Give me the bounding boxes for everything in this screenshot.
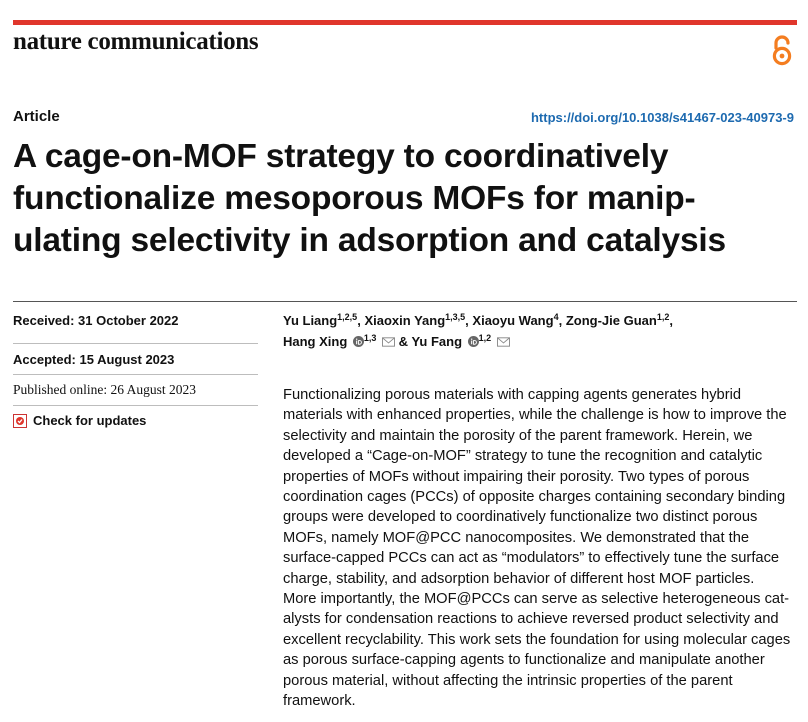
publication-dates bbox=[13, 313, 258, 437]
author-list bbox=[283, 310, 803, 352]
abstract-line: charge, stability, and adsorption behavior of different host MOF particles. bbox=[283, 570, 755, 587]
abstract-line: materials with enhanced properties, while the challenge is how to improve the bbox=[283, 407, 787, 424]
published-value: 26 August 2023 bbox=[110, 382, 197, 397]
separator: , bbox=[669, 313, 673, 328]
journal-name: nature communications bbox=[13, 28, 259, 55]
abstract-line: coordination cages (PCCs) of opposite charges containing secondary binding bbox=[283, 489, 786, 506]
orcid-icon[interactable] bbox=[468, 336, 479, 347]
author-name[interactable]: Yu Liang bbox=[283, 313, 338, 328]
abstract-line: selectivity and maintain the porosity of the parent framework. Herein, we bbox=[283, 427, 753, 444]
accepted-date bbox=[13, 344, 258, 375]
title-line: A cage-on-MOF strategy to coordinatively bbox=[13, 138, 669, 175]
author-affiliation: 1,3 bbox=[363, 333, 377, 343]
author-affiliation: 1,2 bbox=[656, 312, 670, 322]
abstract bbox=[283, 385, 803, 712]
article-title bbox=[13, 136, 803, 262]
separator: , bbox=[465, 313, 469, 328]
email-icon[interactable] bbox=[382, 337, 395, 347]
check-updates-label: Check for updates bbox=[33, 413, 147, 428]
abstract-line: surface-capped PCCs can act as “modulators” to effectively tune the surface bbox=[283, 550, 780, 567]
received-date bbox=[13, 313, 258, 344]
abstract-line: properties of MOFs without impairing their porosity. Two types of porous bbox=[283, 468, 750, 485]
check-updates-icon bbox=[13, 414, 27, 428]
separator: , bbox=[357, 313, 361, 328]
title-line: ulating selectivity in adsorption and catalysis bbox=[13, 222, 726, 259]
abstract-line: alysts for condensation reactions to achieve reversed product selectivity and bbox=[283, 611, 779, 628]
separator: , bbox=[558, 313, 563, 328]
email-icon[interactable] bbox=[497, 337, 510, 347]
abstract-line: porous material, without affecting the intrinsic properties of the parent bbox=[283, 672, 733, 689]
published-label: Published online: bbox=[13, 382, 108, 397]
author-affiliation: 1,2,5 bbox=[337, 312, 358, 322]
open-access-icon[interactable] bbox=[770, 34, 794, 66]
author-name[interactable]: Zong-Jie Guan bbox=[565, 313, 657, 328]
accepted-value: 15 August 2023 bbox=[79, 352, 175, 367]
received-value: 31 October 2022 bbox=[78, 313, 179, 328]
author-name[interactable]: Hang Xing bbox=[283, 334, 348, 349]
author-affiliation: 4 bbox=[553, 312, 559, 322]
abstract-line: as porous surface-capping agents to functionalize and manipulate another bbox=[283, 652, 765, 669]
abstract-line: groups were developed to coordinatively functionalize two distinct porous bbox=[283, 509, 758, 526]
published-date bbox=[13, 375, 258, 406]
section-divider bbox=[13, 301, 797, 302]
abstract-line: framework. bbox=[283, 693, 356, 710]
orcid-icon[interactable] bbox=[353, 336, 364, 347]
check-updates-button[interactable] bbox=[13, 406, 258, 437]
abstract-line: excellent recyclability. This work sets the foundation for using molecular cages bbox=[283, 631, 791, 648]
abstract-line: More importantly, the MOF@PCCs can serve as selective heterogeneous cat- bbox=[283, 591, 790, 608]
title-line: functionalize mesoporous MOFs for manip- bbox=[13, 180, 696, 217]
doi-link[interactable]: https://doi.org/10.1038/s41467-023-40973-9 bbox=[530, 110, 794, 125]
accepted-label: Accepted: bbox=[13, 352, 76, 367]
abstract-line: Functionalizing porous materials with capping agents generates hybrid bbox=[283, 387, 742, 403]
author-affiliation: 1,2 bbox=[478, 333, 492, 343]
article-type: Article bbox=[13, 108, 60, 125]
abstract-line: developed a “Cage-on-MOF” strategy to tune the recognition and catalytic bbox=[283, 448, 763, 465]
ampersand: & bbox=[398, 334, 409, 349]
author-name[interactable]: Yu Fang bbox=[411, 334, 463, 349]
author-name[interactable]: Xiaoxin Yang bbox=[364, 313, 446, 328]
received-label: Received: bbox=[13, 313, 75, 328]
header-red-bar bbox=[13, 20, 797, 25]
abstract-line: MOFs, namely MOF@PCC nanocomposites. We demonstrated that the bbox=[283, 529, 750, 546]
author-affiliation: 1,3,5 bbox=[445, 312, 466, 322]
author-name[interactable]: Xiaoyu Wang bbox=[472, 313, 554, 328]
